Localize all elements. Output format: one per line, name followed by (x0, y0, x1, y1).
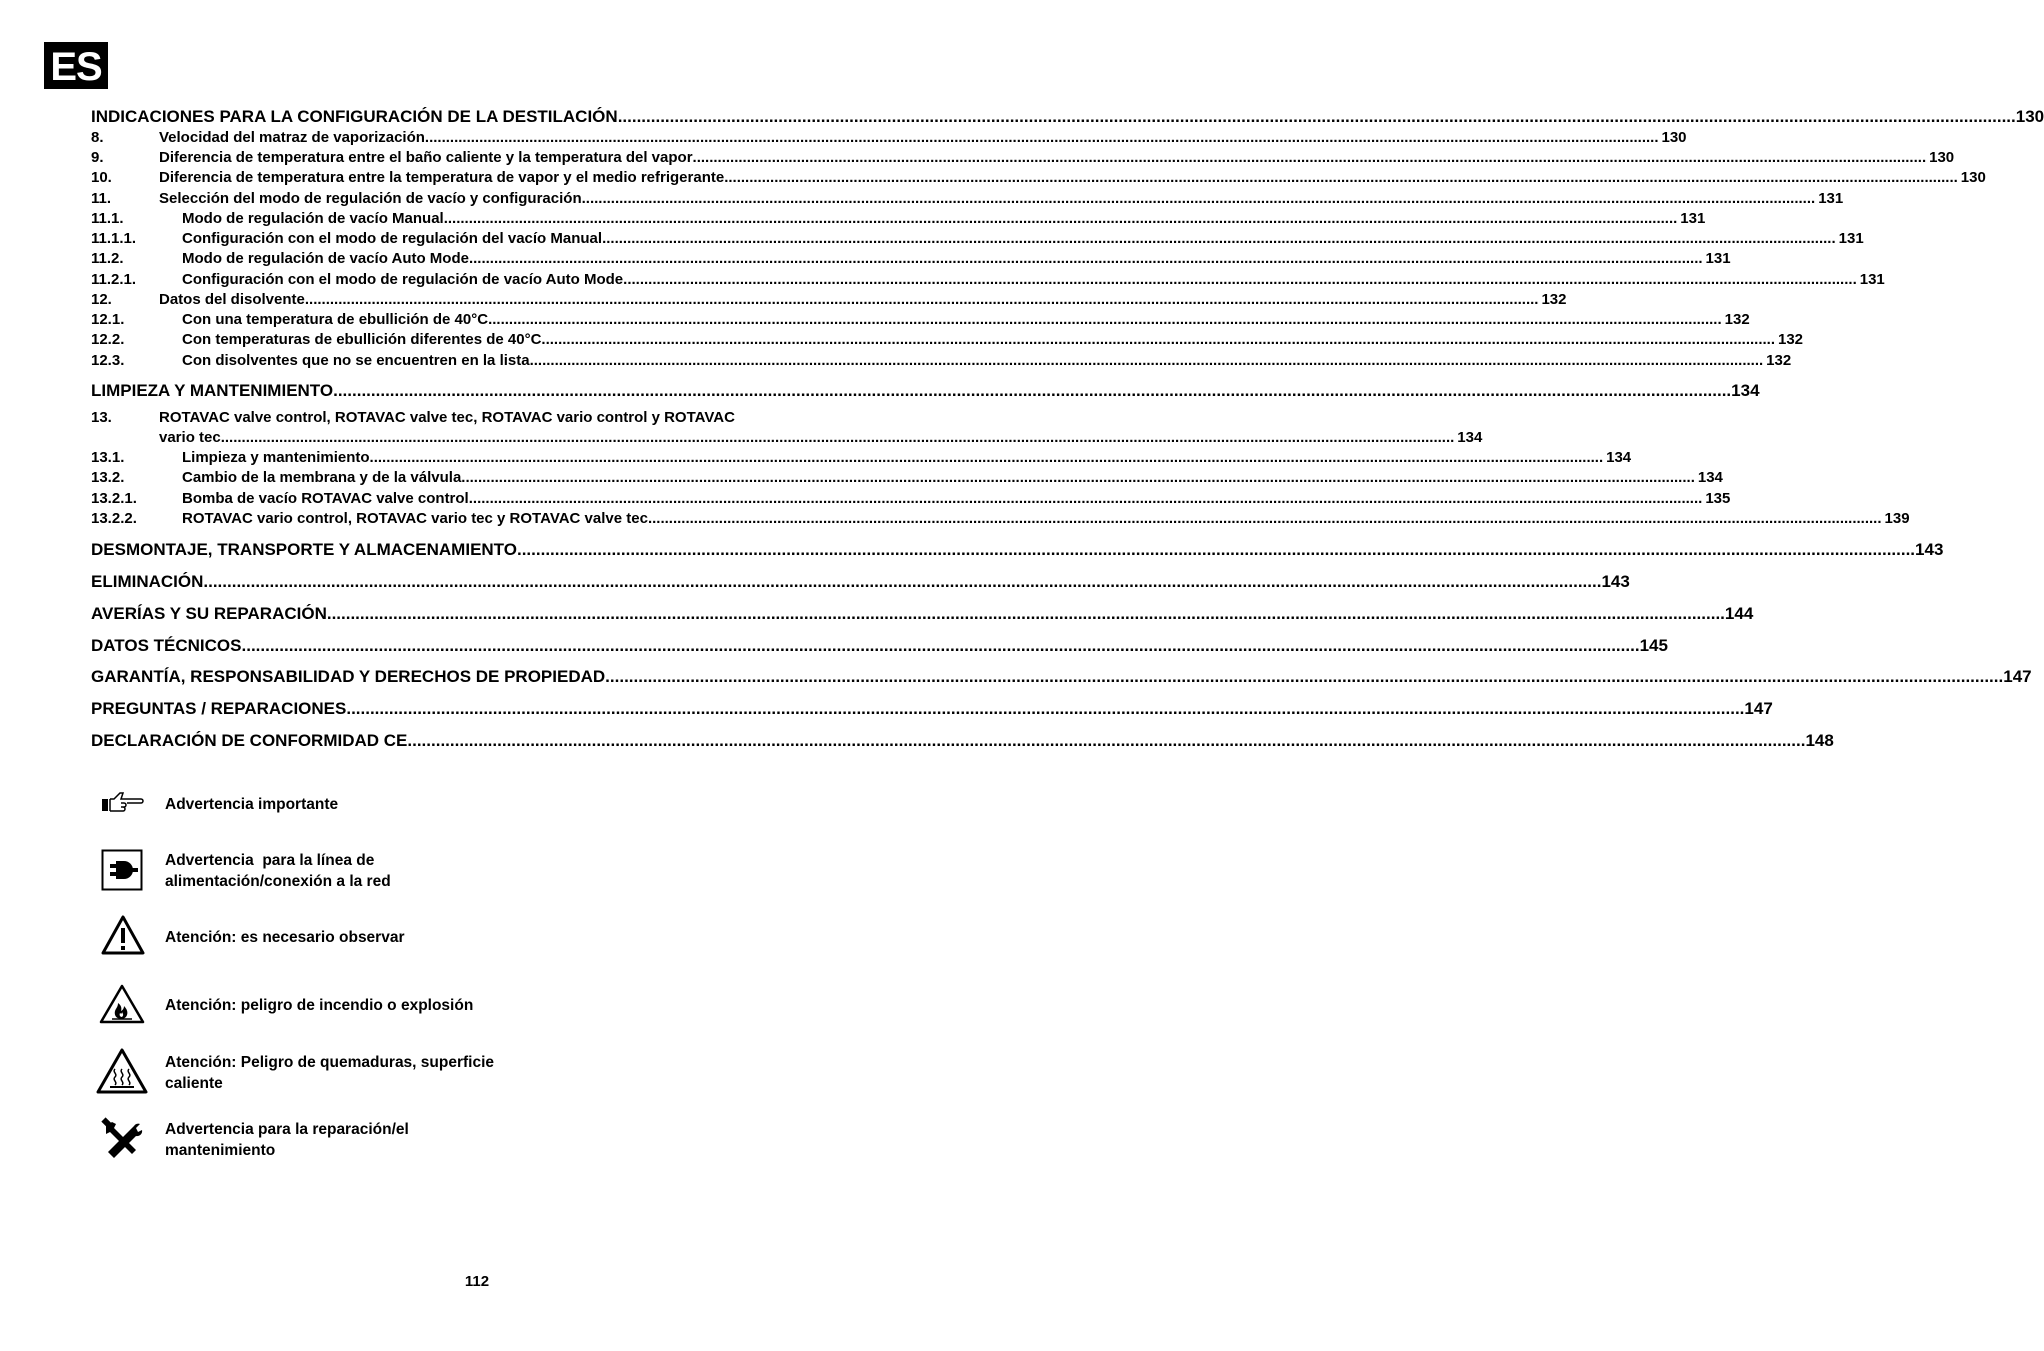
language-badge: ES (44, 42, 108, 89)
toc-entry (91, 250, 1731, 267)
toc-dot-leader (582, 190, 1816, 207)
toc-entry (91, 449, 1632, 466)
toc-entry (91, 311, 1750, 328)
toc-heading-entry (91, 731, 1834, 751)
toc-entry-page: 132 (1541, 291, 1567, 308)
toc-heading-entry (91, 699, 1773, 719)
toc-heading-entry (91, 572, 1630, 592)
toc-entry (91, 291, 1567, 308)
toc-entry-page: 131 (1705, 250, 1731, 267)
toc-heading-entry (91, 381, 1760, 401)
toc-entry-page: 130 (1960, 169, 1986, 186)
toc-entry (91, 210, 1706, 227)
toc-entry-page: 143 (1601, 572, 1630, 591)
legend-description (165, 794, 585, 815)
toc-entry-page: 131 (1859, 271, 1885, 288)
fire-hazard-icon (98, 983, 146, 1030)
toc-entry (91, 429, 1483, 446)
toc-entry-number: 13.2.2. (91, 510, 137, 527)
toc-entry-title: Configuración con el modo de regulación de vacío Auto Mode (182, 271, 624, 288)
toc-dot-leader (693, 149, 1927, 166)
toc-entry-page: 147 (2003, 667, 2032, 686)
toc-entry-page: 145 (1639, 636, 1668, 655)
toc-entry-title: Configuración con el modo de regulación del vacío Manual (182, 230, 603, 247)
toc-entry-number: 12.3. (91, 352, 125, 369)
toc-entry-page: 130 (1661, 129, 1687, 146)
toc-dot-leader (203, 572, 1601, 592)
toc-dot-leader (724, 169, 1958, 186)
toc-entry (91, 169, 1986, 186)
toc-entry-page: 134 (1731, 381, 1760, 400)
toc-entry-number: 13. (91, 409, 112, 426)
legend-description-line: Advertencia importante (165, 796, 339, 813)
toc-entry (91, 469, 1723, 486)
toc-entry-title: Velocidad del matraz de vaporización (159, 129, 425, 146)
toc-entry-page: 131 (1680, 210, 1706, 227)
toc-entry-first-line (91, 409, 862, 426)
toc-entry-title: Cambio de la membrana y de la válvula (182, 469, 462, 486)
toc-heading-entry (91, 667, 2032, 687)
toc-dot-leader (346, 699, 1744, 719)
toc-heading-entry (91, 107, 2044, 127)
toc-entry-number: 12. (91, 291, 112, 308)
toc-dot-leader (370, 449, 1604, 466)
toc-entry-number: 12.2. (91, 331, 125, 348)
toc-entry-title: Con temperaturas de ebullición diferentes de 40°C (182, 331, 542, 348)
toc-entry (91, 490, 1731, 507)
toc-dot-leader (327, 604, 1725, 624)
toc-entry-title: Con disolventes que no se encuentren en la lista (182, 352, 530, 369)
toc-entry-page: 130 (1929, 149, 1955, 166)
legend-description-line: Atención: peligro de incendio o explosión (165, 997, 474, 1014)
toc-entry-title: GARANTÍA, RESPONSABILIDAD Y DERECHOS DE PROPIEDAD (91, 667, 606, 686)
toc-entry-page: 143 (1915, 540, 1944, 559)
toc-entry (91, 352, 1792, 369)
toc-dot-leader (407, 731, 1805, 751)
toc-entry-title: Limpieza y mantenimiento (182, 449, 370, 466)
hot-surface-icon (95, 1047, 149, 1100)
legend-description-line: Advertencia para la línea de (165, 852, 375, 869)
legend-description-line: Atención: es necesario observar (165, 929, 405, 946)
toc-dot-leader (541, 331, 1775, 348)
toc-dot-leader (305, 291, 1539, 308)
toc-entry-page: 135 (1705, 490, 1731, 507)
toc-entry-number: 11. (91, 190, 112, 207)
toc-entry (91, 190, 1844, 207)
tools-icon (100, 1118, 146, 1165)
toc-dot-leader (469, 490, 1703, 507)
toc-dot-leader (461, 469, 1695, 486)
toc-entry-page: 132 (1778, 331, 1804, 348)
toc-dot-leader (530, 352, 1764, 369)
toc-entry-title: Modo de regulación de vacío Auto Mode (182, 250, 469, 267)
toc-dot-leader (425, 129, 1659, 146)
toc-entry-title: Con una temperatura de ebullición de 40°C (182, 311, 489, 328)
power-plug-icon (101, 849, 143, 896)
legend-description (165, 995, 585, 1016)
toc-dot-leader (517, 540, 1915, 560)
toc-entry-number: 9. (91, 149, 104, 166)
toc-entry-title: ELIMINACIÓN (91, 572, 204, 591)
toc-dot-leader (618, 107, 2016, 127)
toc-entry-page: 131 (1818, 190, 1844, 207)
toc-dot-leader (648, 510, 1882, 527)
toc-entry-number: 13.1. (91, 449, 125, 466)
toc-dot-leader (333, 381, 1731, 401)
toc-entry-number: 11.1. (91, 210, 124, 227)
toc-entry (91, 510, 1910, 527)
toc-entry-title: LIMPIEZA Y MANTENIMIENTO (91, 381, 334, 400)
toc-entry-title: Datos del disolvente (159, 291, 305, 308)
toc-dot-leader (605, 667, 2003, 687)
legend-description-line: alimentación/conexión a la red (165, 873, 391, 890)
page-number: 112 (464, 1273, 490, 1290)
legend-description (165, 1052, 585, 1094)
toc-entry-number: 11.2.1. (91, 271, 137, 288)
toc-entry-page: 144 (1724, 604, 1754, 623)
toc-entry (91, 331, 1804, 348)
toc-entry-page: 134 (1697, 469, 1723, 486)
legend-description (165, 927, 585, 948)
toc-entry-page: 132 (1724, 311, 1750, 328)
toc-entry-number: 13.2.1. (91, 490, 137, 507)
pointing-hand-icon (100, 790, 148, 823)
toc-entry-page: 148 (1805, 731, 1834, 750)
legend-description-line: Atención: Peligro de quemaduras, superficie (165, 1054, 495, 1071)
toc-entry-number: 12.1. (91, 311, 125, 328)
toc-dot-leader (221, 429, 1455, 446)
toc-entry-number: 8. (91, 129, 104, 146)
toc-entry-title: INDICACIONES PARA LA CONFIGURACIÓN DE LA DESTILACIÓN (91, 107, 618, 126)
toc-heading-entry (91, 604, 1754, 624)
toc-dot-leader (469, 250, 1703, 267)
toc-entry-title: ROTAVAC vario control, ROTAVAC vario tec y ROTAVAC valve tec (182, 510, 648, 527)
toc-entry-title: PREGUNTAS / REPARACIONES (91, 699, 347, 718)
toc-entry-page: 130 (2015, 107, 2044, 126)
toc-entry-page: 134 (1606, 449, 1632, 466)
toc-heading-entry (91, 540, 1944, 560)
toc-entry-page: 147 (1744, 699, 1773, 718)
toc-entry-title: DATOS TÉCNICOS (91, 636, 242, 655)
legend-description-line: Advertencia para la reparación/el (165, 1121, 409, 1138)
toc-entry-title: Modo de regulación de vacío Manual (182, 210, 444, 227)
toc-entry-number: 11.2. (91, 250, 124, 267)
toc-entry (91, 271, 1885, 288)
toc-entry-number: 10. (91, 169, 112, 186)
legend-description-line: mantenimiento (165, 1142, 276, 1159)
toc-entry-title: vario tec (159, 429, 221, 446)
legend-description (165, 850, 585, 892)
legend-description-line: caliente (165, 1075, 223, 1092)
toc-entry-title-line: ROTAVAC valve control, ROTAVAC valve tec, ROTAVAC vario control y ROTAVAC (159, 409, 735, 426)
toc-entry-title: DESMONTAJE, TRANSPORTE Y ALMACENAMIENTO (91, 540, 517, 559)
toc-dot-leader (242, 636, 1640, 656)
toc-entry (91, 129, 1687, 146)
toc-dot-leader (623, 271, 1857, 288)
toc-entry-title: Diferencia de temperatura entre el baño caliente y la temperatura del vapor (159, 149, 693, 166)
toc-entry-title: Diferencia de temperatura entre la temperatura de vapor y el medio refrigerante (159, 169, 725, 186)
toc-entry (91, 230, 1864, 247)
toc-entry-title: DECLARACIÓN DE CONFORMIDAD CE (91, 731, 408, 750)
toc-entry-page: 134 (1457, 429, 1483, 446)
warning-triangle-icon (100, 914, 146, 961)
toc-entry-title: AVERÍAS Y SU REPARACIÓN (91, 604, 327, 623)
toc-entry-page: 132 (1766, 352, 1792, 369)
toc-dot-leader (444, 210, 1678, 227)
toc-entry (91, 149, 1955, 166)
toc-entry-page: 131 (1838, 230, 1864, 247)
toc-heading-entry (91, 636, 1668, 656)
toc-entry-number: 11.1.1. (91, 230, 137, 247)
legend-description (165, 1119, 585, 1161)
toc-entry-page: 139 (1884, 510, 1910, 527)
toc-entry-number: 13.2. (91, 469, 125, 486)
toc-dot-leader (602, 230, 1836, 247)
toc-entry-title: Selección del modo de regulación de vacío y configuración (159, 190, 582, 207)
toc-entry-title: Bomba de vacío ROTAVAC valve control (182, 490, 469, 507)
toc-dot-leader (488, 311, 1722, 328)
